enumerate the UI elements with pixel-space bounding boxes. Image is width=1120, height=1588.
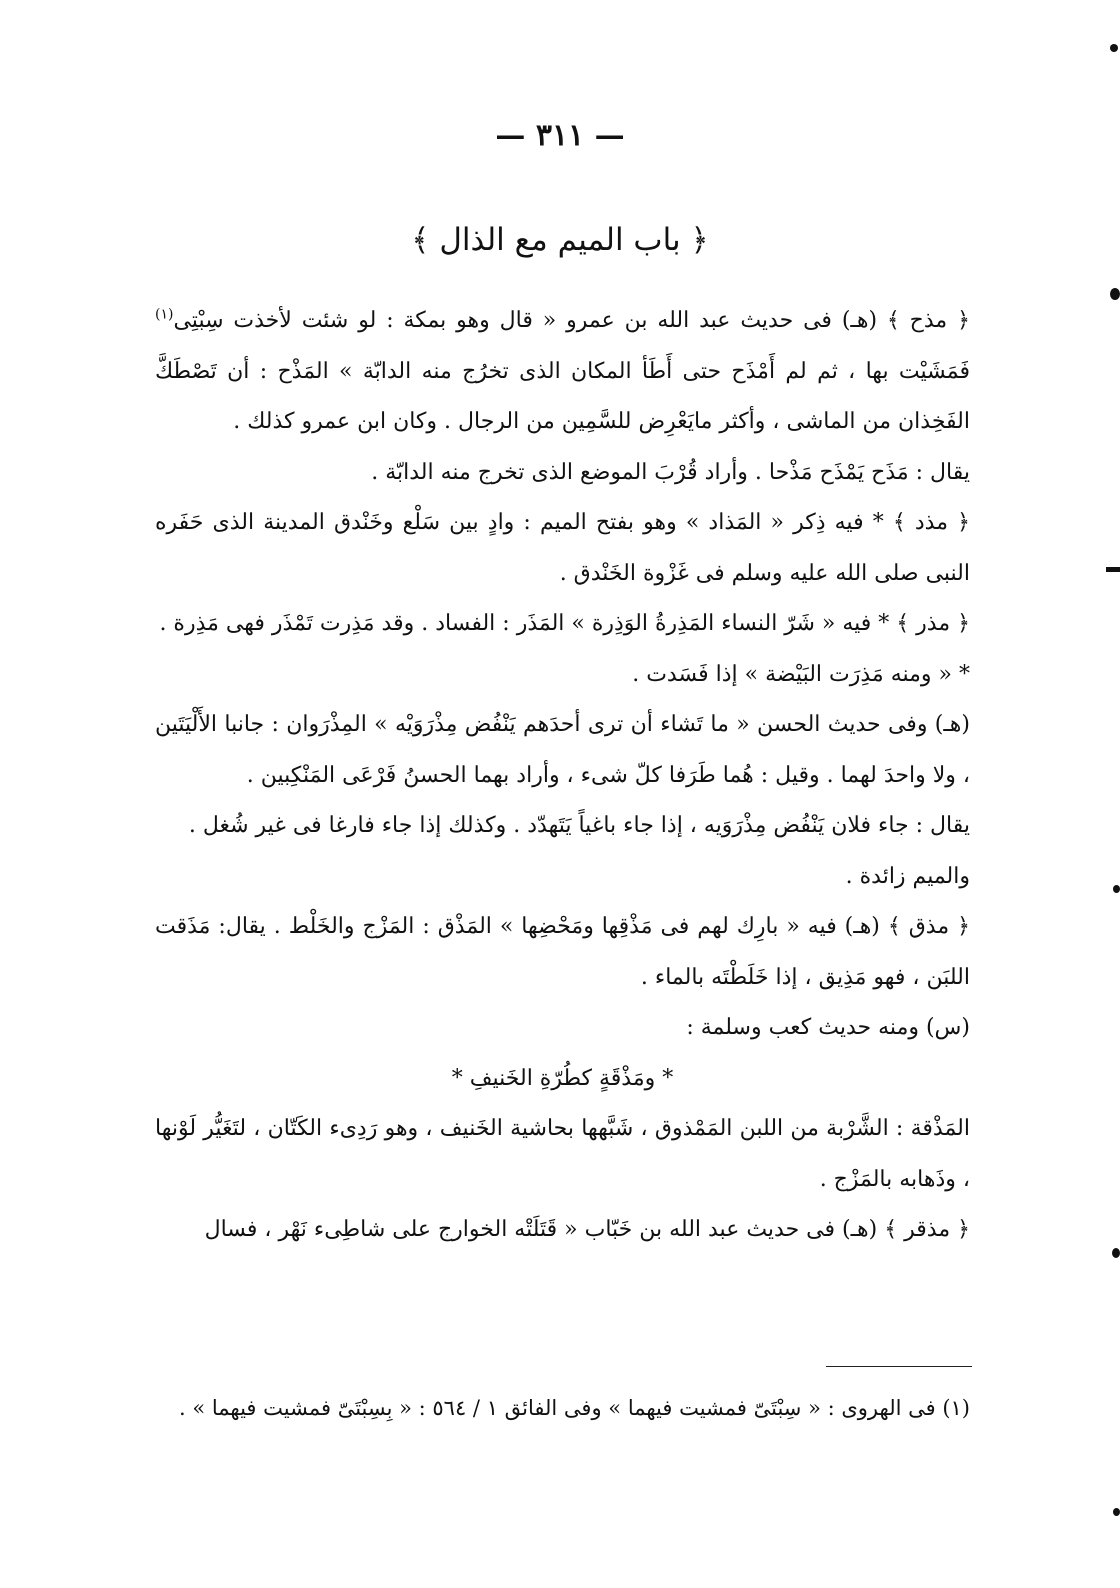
footnote-divider — [826, 1366, 972, 1367]
footnote-marker: (١) — [155, 306, 174, 323]
entry-madhqa-explanation: المَذْقة : الشَّرْبة من اللبن المَمْذوق ، شَبَّهها بحاشية الخَنيف ، وهو رَدِىء الكَتّان ، لتَغَيُّر لَوْنها ، وذَهابه بالمَزْج . — [155, 1116, 970, 1192]
verse: * ومَذْقَةٍ كطُرّةِ الخَنيفِ * — [451, 1065, 674, 1091]
edge-mark — [1112, 1248, 1120, 1258]
entry-hasan-note: يقال : جاء فلان يَنْفُض مِذْرَوَيه ، إذا جاء باغياً يَتَهدّد . وكذلك إذا جاء فارغا فى غير شُغل . — [188, 813, 970, 838]
edge-mark — [1113, 885, 1120, 893]
entry-madh — [155, 296, 970, 448]
entry-madhq: ﴿ مذق ﴾ (هـ) فيه « بارِك لهم فى مَذْقِها ومَحْضِها » المَذْق : المَزْج والخَلْط . يقال: مَذَقت اللبَن ، فهو مَذِيق ، إذا خَلَطْتَه بالماء . — [155, 914, 970, 990]
entry-madhq-sub: (س) ومنه حديث كعب وسلمة : — [686, 1015, 970, 1040]
edge-mark — [1106, 567, 1120, 572]
entry-madh-text: ﴿ مذح ﴾ (هـ) فى حديث عبد الله بن عمرو « قال وهو بمكة : لو شئت لأخذت سِبْتِى — [173, 308, 970, 333]
entry-madhqar: ﴿ مذقر ﴾ (هـ) فى حديث عبد الله بن خَبّاب « قَتَلَتْه الخوارج على شاطِىء نَهْر ، فسال — [204, 1217, 970, 1242]
chapter-title: ﴿ باب الميم مع الذال ﴾ — [411, 222, 709, 258]
page-number: — ٣١١ — — [495, 118, 625, 153]
edge-mark — [1110, 44, 1118, 52]
entry-madhar-sub: * « ومنه مَذِرَت البَيْضة » إذا فَسَدت . — [632, 661, 970, 687]
edge-mark — [1110, 288, 1120, 300]
body-text — [155, 296, 970, 1256]
entry-hasan-hadith: (هـ) وفى حديث الحسن « ما تَشاء أن ترى أحدَهم يَنْفُض مِذْرَوَيْه » المِذْرَوان : جانبا الأَلْيَتَين ، ولا واحدَ لهما . وقيل : هُما طَرَفا كلّ شىء ، وأراد بهما الحسنُ فَرْعَى المَنْكِبين . — [155, 712, 970, 788]
entry-madh-note: يقال : مَذَح يَمْذَح مَذْحا . وأراد قُرْبَ الموضع الذى تخرج منه الدابّة . — [371, 459, 970, 485]
entry-madh-rest: فَمَشَيْت بها ، ثم لم أَمْذَح حتى أَطَأ المكان الذى تخرُج منه الدابّة » المَذْح : أن تَصْطَكَّ الفَخِذان من الماشى ، وأكثر مايَعْرِض للسَّمِين من الرجال . وكان ابن عمرو كذلك . — [155, 358, 970, 434]
footnote: (١) فى الهروى : « سِبْتَىّ فمشيت فيهما » وفى الفائق ١ / ٥٦٤ : « بِسِبْتَىّ فمشيت فيهما » . — [179, 1396, 970, 1420]
entry-hasan-note-2: والميم زائدة . — [845, 863, 970, 889]
edge-mark — [1113, 1508, 1120, 1516]
entry-madhar: ﴿ مذر ﴾ * فيه « شَرّ النساء المَذِرةُ الوَذِرة » المَذَر : الفساد . وقد مَذِرت تَمْذَر فهى مَذِرة . — [159, 611, 970, 636]
entry-madhd: ﴿ مذد ﴾ * فيه ذِكر « المَذاد » وهو بفتح الميم : وادٍ بين سَلْع وخَنْدق المدينة الذى حَفَره النبى صلى الله عليه وسلم فى غَزْوة الخَنْدق . — [155, 510, 970, 586]
